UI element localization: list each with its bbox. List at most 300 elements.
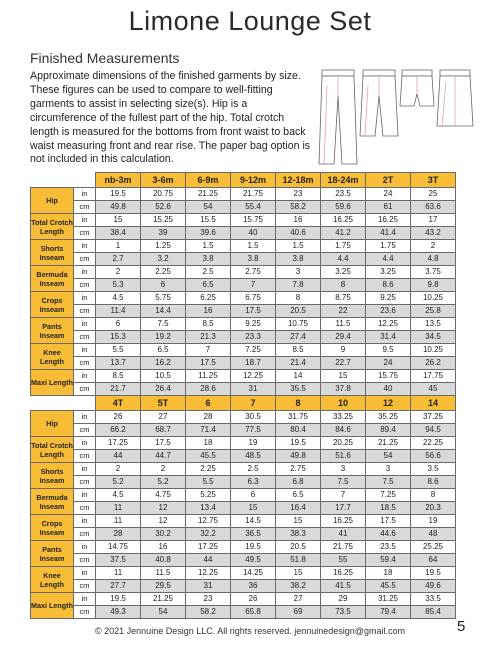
measurement-value: 8.6: [411, 476, 456, 489]
measurement-value: 22.25: [411, 437, 456, 450]
measurement-value: 28.6: [186, 383, 231, 396]
measurement-value: 5.25: [186, 489, 231, 502]
size-header-row: [31, 396, 456, 411]
measurement-value: 3: [366, 463, 411, 476]
measurement-row: [31, 489, 456, 502]
measurement-row: [31, 606, 456, 619]
measurement-value: 29: [321, 593, 366, 606]
measurement-value: 17.5: [141, 437, 186, 450]
unit-label: in: [74, 370, 96, 383]
measurement-value: 37.5: [96, 554, 141, 567]
unit-label: cm: [74, 424, 96, 437]
measurement-value: 3.8: [231, 253, 276, 266]
measurement-value: 40: [231, 227, 276, 240]
measurement-value: 4.5: [96, 292, 141, 305]
measurement-value: 41.4: [366, 227, 411, 240]
measurement-value: 2.75: [276, 463, 321, 476]
unit-label: in: [74, 318, 96, 331]
measurement-value: 4.75: [141, 489, 186, 502]
measurement-label: Maxi Length: [31, 593, 74, 619]
measurement-row: [31, 292, 456, 305]
measurement-value: 80.4: [276, 424, 321, 437]
measurement-value: 16.4: [276, 502, 321, 515]
measurement-value: 15.3: [96, 331, 141, 344]
size-header: nb-3m: [96, 173, 141, 188]
measurement-value: 3.25: [366, 266, 411, 279]
unit-label: in: [74, 593, 96, 606]
measurement-value: 7.5: [366, 476, 411, 489]
measurement-value: 2: [96, 463, 141, 476]
measurement-row: [31, 383, 456, 396]
measurement-value: 11: [96, 567, 141, 580]
measurement-value: 20.75: [141, 188, 186, 201]
unit-label: cm: [74, 305, 96, 318]
measurement-value: 37.8: [321, 383, 366, 396]
measurement-row: [31, 580, 456, 593]
measurement-value: 27.7: [96, 580, 141, 593]
unit-label: cm: [74, 554, 96, 567]
unit-label: in: [74, 188, 96, 201]
size-header-row: [31, 173, 456, 188]
measurement-value: 9.5: [366, 344, 411, 357]
measurement-value: 4.5: [96, 489, 141, 502]
measurement-value: 2.75: [231, 266, 276, 279]
measurement-label: Crops Inseam: [31, 292, 74, 318]
measurement-value: 38.4: [96, 227, 141, 240]
measurement-value: 6.5: [186, 279, 231, 292]
copyright-footer: © 2021 Jennuine Design LLC. All rights reserved. jennuinedesign@gmail.com: [95, 626, 405, 636]
measurement-value: 6.25: [186, 292, 231, 305]
measurement-value: 30.2: [141, 528, 186, 541]
measurement-value: 3.8: [186, 253, 231, 266]
measurement-value: 8.5: [186, 318, 231, 331]
measurement-value: 23.6: [366, 305, 411, 318]
measurement-value: 15: [276, 567, 321, 580]
measurement-value: 18: [366, 567, 411, 580]
measurement-value: 14.25: [231, 567, 276, 580]
size-header: 8: [276, 396, 321, 411]
measurement-value: 79.4: [366, 606, 411, 619]
measurement-row: [31, 253, 456, 266]
measurement-value: 45: [411, 383, 456, 396]
measurement-value: 73.5: [321, 606, 366, 619]
measurement-value: 63.6: [411, 201, 456, 214]
measurement-value: 15.5: [186, 214, 231, 227]
measurement-value: 49.3: [96, 606, 141, 619]
measurement-row: [31, 502, 456, 515]
measurement-value: 11.4: [96, 305, 141, 318]
measurement-label: Shorts Inseam: [31, 240, 74, 266]
measurement-value: 27.4: [276, 331, 321, 344]
measurement-value: 21.3: [186, 331, 231, 344]
measurement-value: 29.4: [321, 331, 366, 344]
measurement-value: 17.75: [411, 370, 456, 383]
measurement-value: 89.4: [366, 424, 411, 437]
measurement-value: 9.8: [411, 279, 456, 292]
unit-label: cm: [74, 580, 96, 593]
measurement-value: 4.4: [321, 253, 366, 266]
measurement-value: 9.25: [366, 292, 411, 305]
measurement-value: 13.7: [96, 357, 141, 370]
measurement-value: 14.4: [141, 305, 186, 318]
measurement-value: 41.5: [321, 580, 366, 593]
measurement-value: 59.6: [321, 201, 366, 214]
measurement-value: 38.3: [276, 528, 321, 541]
unit-label: cm: [74, 476, 96, 489]
measurement-value: 10.25: [411, 292, 456, 305]
measurement-value: 12.25: [231, 370, 276, 383]
measurement-value: 12.75: [186, 515, 231, 528]
measurement-row: [31, 593, 456, 606]
measurement-label: Hip: [31, 188, 74, 214]
size-header: 5T: [141, 396, 186, 411]
measurement-value: 44: [186, 554, 231, 567]
measurement-value: 31: [231, 383, 276, 396]
measurement-value: 3.75: [411, 266, 456, 279]
measurement-value: 27: [276, 593, 321, 606]
measurement-value: 3.8: [276, 253, 321, 266]
size-header: 2T: [366, 173, 411, 188]
measurement-value: 25.8: [411, 305, 456, 318]
measurement-value: 21.4: [276, 357, 321, 370]
measurement-value: 8: [411, 489, 456, 502]
measurement-value: 59.4: [366, 554, 411, 567]
measurement-value: 1: [96, 240, 141, 253]
measurement-value: 2.25: [141, 266, 186, 279]
measurement-label: Knee Length: [31, 344, 74, 370]
header-spacer: [74, 396, 96, 411]
measurement-value: 1.75: [366, 240, 411, 253]
measurement-value: 38.2: [276, 580, 321, 593]
measurement-value: 23.3: [231, 331, 276, 344]
size-header: 10: [321, 396, 366, 411]
unit-label: cm: [74, 502, 96, 515]
measurement-value: 19: [231, 437, 276, 450]
measurement-row: [31, 370, 456, 383]
measurement-value: 24: [366, 357, 411, 370]
measurement-row: [31, 450, 456, 463]
unit-label: cm: [74, 450, 96, 463]
size-header: 7: [231, 396, 276, 411]
measurement-value: 3.2: [141, 253, 186, 266]
measurement-value: 19.5: [276, 437, 321, 450]
measurement-value: 49.8: [276, 450, 321, 463]
measurement-value: 68.7: [141, 424, 186, 437]
unit-label: cm: [74, 528, 96, 541]
measurement-value: 10.5: [141, 370, 186, 383]
measurement-value: 54: [366, 450, 411, 463]
measurement-value: 64: [411, 554, 456, 567]
measurement-value: 5.2: [96, 476, 141, 489]
measurement-row: [31, 331, 456, 344]
measurement-value: 49.6: [411, 580, 456, 593]
section-heading: Finished Measurements: [30, 50, 180, 66]
measurement-value: 13.5: [411, 318, 456, 331]
measurement-value: 54: [141, 606, 186, 619]
measurement-value: 55: [321, 554, 366, 567]
measurement-value: 14.5: [231, 515, 276, 528]
measurement-row: [31, 541, 456, 554]
measurement-value: 51.8: [276, 554, 321, 567]
skirt-illustration: [437, 70, 473, 126]
measurement-value: 3: [276, 266, 321, 279]
pants-illustration: [319, 70, 357, 164]
measurement-label: Crops Inseam: [31, 515, 74, 541]
measurement-label: Shorts Inseam: [31, 463, 74, 489]
measurement-value: 9: [321, 344, 366, 357]
measurement-value: 5.2: [141, 476, 186, 489]
measurement-value: 26: [231, 593, 276, 606]
unit-label: cm: [74, 253, 96, 266]
unit-label: in: [74, 437, 96, 450]
unit-label: in: [74, 266, 96, 279]
measurement-value: 39: [141, 227, 186, 240]
page-number: 5: [457, 618, 466, 635]
measurement-value: 11.25: [186, 370, 231, 383]
measurement-label: Knee Length: [31, 567, 74, 593]
measurement-value: 20.25: [321, 437, 366, 450]
measurement-value: 41.2: [321, 227, 366, 240]
size-header: 4T: [96, 396, 141, 411]
measurement-value: 56.6: [411, 450, 456, 463]
measurement-value: 15: [231, 502, 276, 515]
measurement-value: 49.8: [96, 201, 141, 214]
measurement-value: 28: [96, 528, 141, 541]
measurement-value: 11: [96, 515, 141, 528]
measurement-value: 3.25: [321, 266, 366, 279]
measurement-value: 18: [186, 437, 231, 450]
measurement-value: 16: [276, 214, 321, 227]
measurements-tables: [30, 172, 456, 619]
unit-label: in: [74, 489, 96, 502]
measurement-value: 20.5: [276, 305, 321, 318]
measurement-value: 61: [366, 201, 411, 214]
measurement-value: 22: [321, 305, 366, 318]
measurement-value: 48.5: [231, 450, 276, 463]
measurement-value: 8: [321, 279, 366, 292]
measurement-value: 7: [321, 489, 366, 502]
measurement-value: 12: [141, 502, 186, 515]
measurement-value: 23.5: [321, 188, 366, 201]
measurement-value: 4.8: [411, 253, 456, 266]
size-header: 9-12m: [231, 173, 276, 188]
measurement-value: 13.4: [186, 502, 231, 515]
unit-label: cm: [74, 383, 96, 396]
measurement-value: 33.5: [411, 593, 456, 606]
unit-label: in: [74, 463, 96, 476]
measurement-value: 20.5: [276, 541, 321, 554]
measurement-value: 25.25: [411, 541, 456, 554]
garment-illustrations: [316, 66, 474, 166]
unit-label: in: [74, 214, 96, 227]
measurement-value: 55.4: [231, 201, 276, 214]
intro-paragraph: Approximate dimensions of the finished garments by size. These figures can be used to compare to well-fitting garments to assist in selecting size(s). Hip is a circumference of the fullest part of the hip. Total crotch length is measured for the bottoms from front waist to back waist measuring front and rear rise. The paper bag option is not included in this calculation.: [30, 70, 311, 166]
measurement-value: 21.7: [96, 383, 141, 396]
measurement-value: 2.7: [96, 253, 141, 266]
crops-illustration: [360, 70, 398, 136]
measurements-table: [30, 172, 456, 619]
measurement-value: 2: [96, 266, 141, 279]
measurement-value: 1.25: [141, 240, 186, 253]
measurement-value: 45.5: [186, 450, 231, 463]
measurement-value: 14: [276, 370, 321, 383]
measurement-value: 7.25: [231, 344, 276, 357]
measurement-value: 31: [186, 580, 231, 593]
measurement-row: [31, 463, 456, 476]
measurement-value: 6: [96, 318, 141, 331]
measurement-label: Total Crotch Length: [31, 437, 74, 463]
measurement-value: 17.25: [96, 437, 141, 450]
unit-label: cm: [74, 227, 96, 240]
measurement-value: 31.4: [366, 331, 411, 344]
measurement-value: 6.75: [231, 292, 276, 305]
measurement-value: 6: [141, 279, 186, 292]
measurement-value: 16.25: [321, 515, 366, 528]
measurement-value: 35.5: [276, 383, 321, 396]
measurement-value: 31.75: [276, 411, 321, 424]
measurement-value: 12: [141, 515, 186, 528]
measurement-value: 26.4: [141, 383, 186, 396]
measurement-value: 6.5: [276, 489, 321, 502]
measurement-value: 17: [411, 214, 456, 227]
measurement-value: 20.3: [411, 502, 456, 515]
measurement-row: [31, 554, 456, 567]
measurement-value: 40.8: [141, 554, 186, 567]
measurement-value: 17.25: [186, 541, 231, 554]
measurement-row: [31, 305, 456, 318]
measurement-value: 21.75: [231, 188, 276, 201]
measurement-value: 8.5: [276, 344, 321, 357]
unit-label: cm: [74, 201, 96, 214]
measurement-value: 30.5: [231, 411, 276, 424]
measurement-value: 21.25: [141, 593, 186, 606]
measurement-value: 15.75: [366, 370, 411, 383]
measurement-value: 6.5: [141, 344, 186, 357]
measurement-row: [31, 411, 456, 424]
measurement-row: [31, 240, 456, 253]
unit-label: cm: [74, 357, 96, 370]
measurement-label: Total Crotch Length: [31, 214, 74, 240]
measurement-value: 18.5: [366, 502, 411, 515]
measurement-value: 15: [96, 214, 141, 227]
measurement-value: 7.5: [321, 476, 366, 489]
measurement-value: 5.5: [186, 476, 231, 489]
measurement-value: 32.2: [186, 528, 231, 541]
measurement-value: 44.6: [366, 528, 411, 541]
unit-label: in: [74, 344, 96, 357]
measurement-value: 2.5: [231, 463, 276, 476]
measurement-label: Pants Inseam: [31, 318, 74, 344]
measurement-row: [31, 279, 456, 292]
measurement-value: 54: [186, 201, 231, 214]
measurement-value: 52.6: [141, 201, 186, 214]
measurement-value: 3.5: [411, 463, 456, 476]
unit-label: in: [74, 567, 96, 580]
measurement-value: 58.2: [186, 606, 231, 619]
measurement-value: 84.6: [321, 424, 366, 437]
measurement-value: 12.25: [186, 567, 231, 580]
measurement-value: 48: [411, 528, 456, 541]
measurement-value: 94.5: [411, 424, 456, 437]
measurement-row: [31, 437, 456, 450]
measurement-value: 58.2: [276, 201, 321, 214]
measurement-value: 8.6: [366, 279, 411, 292]
measurement-value: 5.5: [96, 344, 141, 357]
measurement-value: 51.6: [321, 450, 366, 463]
measurement-value: 21.25: [186, 188, 231, 201]
measurement-value: 1.5: [186, 240, 231, 253]
measurement-value: 19: [411, 515, 456, 528]
measurement-row: [31, 424, 456, 437]
measurement-value: 44: [96, 450, 141, 463]
measurement-label: Hip: [31, 411, 74, 437]
size-header: 14: [411, 396, 456, 411]
measurement-value: 23.5: [366, 541, 411, 554]
measurement-value: 39.6: [186, 227, 231, 240]
measurement-value: 11.5: [141, 567, 186, 580]
measurement-row: [31, 214, 456, 227]
measurement-value: 19.5: [96, 593, 141, 606]
measurement-value: 11.5: [321, 318, 366, 331]
measurement-value: 19.5: [231, 541, 276, 554]
measurement-value: 15.75: [231, 214, 276, 227]
measurement-value: 35.25: [366, 411, 411, 424]
measurement-row: [31, 528, 456, 541]
measurement-value: 8: [276, 292, 321, 305]
measurement-value: 1.5: [276, 240, 321, 253]
measurement-value: 17.5: [231, 305, 276, 318]
measurement-value: 37.25: [411, 411, 456, 424]
measurement-value: 14.75: [96, 541, 141, 554]
measurement-value: 71.4: [186, 424, 231, 437]
measurement-value: 17.5: [366, 515, 411, 528]
measurement-value: 12.25: [366, 318, 411, 331]
measurement-value: 29.5: [141, 580, 186, 593]
measurement-row: [31, 567, 456, 580]
measurement-value: 34.5: [411, 331, 456, 344]
unit-label: cm: [74, 606, 96, 619]
unit-label: cm: [74, 279, 96, 292]
measurement-value: 2: [411, 240, 456, 253]
measurement-value: 5.75: [141, 292, 186, 305]
measurement-value: 7.5: [141, 318, 186, 331]
size-header: 6-9m: [186, 173, 231, 188]
unit-label: in: [74, 411, 96, 424]
measurement-value: 7.8: [276, 279, 321, 292]
measurement-value: 15: [276, 515, 321, 528]
measurement-value: 21.75: [321, 541, 366, 554]
measurement-value: 26.2: [411, 357, 456, 370]
measurement-value: 31.25: [366, 593, 411, 606]
measurement-value: 28: [186, 411, 231, 424]
measurement-value: 41: [321, 528, 366, 541]
measurement-row: [31, 318, 456, 331]
measurement-value: 43.2: [411, 227, 456, 240]
measurement-value: 2.5: [186, 266, 231, 279]
measurement-row: [31, 515, 456, 528]
measurement-value: 10.25: [411, 344, 456, 357]
measurement-value: 3: [321, 463, 366, 476]
measurement-value: 36: [231, 580, 276, 593]
measurement-value: 9.25: [231, 318, 276, 331]
measurement-value: 15: [321, 370, 366, 383]
unit-label: in: [74, 515, 96, 528]
measurement-row: [31, 266, 456, 279]
measurement-value: 16.25: [321, 567, 366, 580]
measurement-value: 6.8: [276, 476, 321, 489]
measurement-value: 16.2: [141, 357, 186, 370]
size-header: 12: [366, 396, 411, 411]
